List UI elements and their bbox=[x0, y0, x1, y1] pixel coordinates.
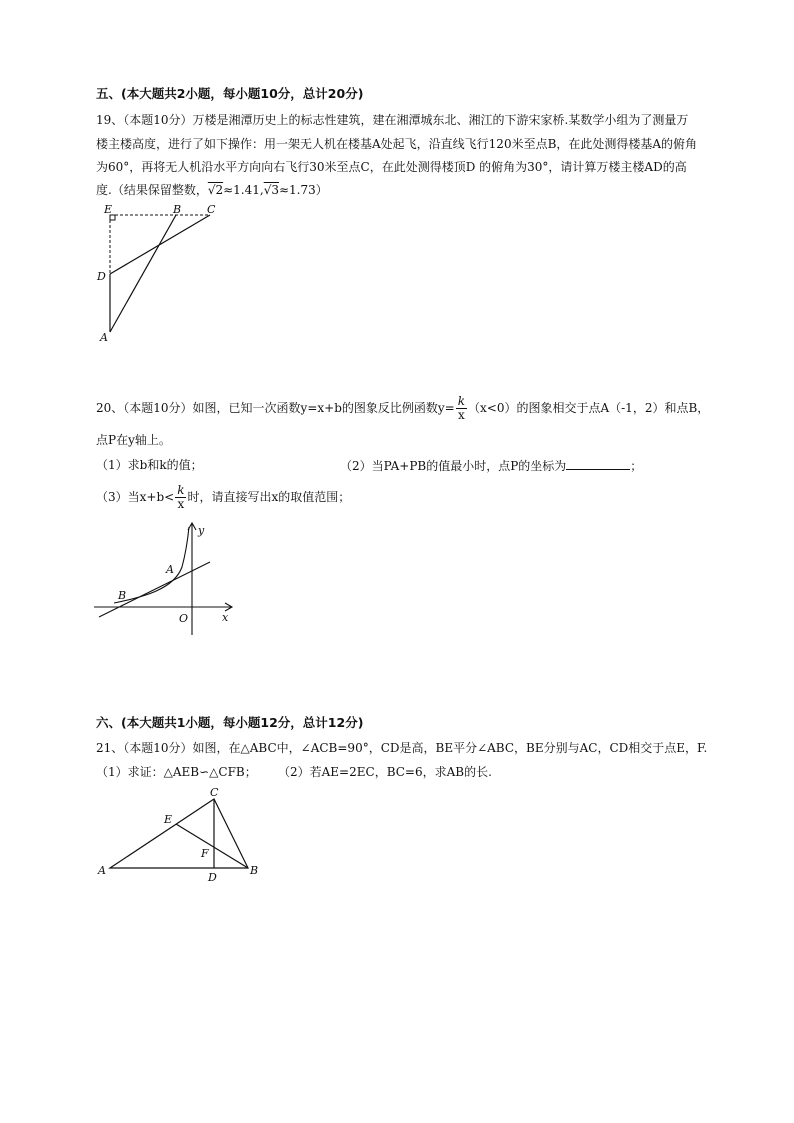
answer-blank[interactable] bbox=[566, 458, 630, 470]
section-5-heading: 五、(本大题共2小题，每小题10分，总计20分) bbox=[96, 86, 364, 101]
q20-part-1: （1）求b和k的值； bbox=[96, 458, 203, 472]
label-d: D bbox=[97, 270, 106, 283]
fraction-numerator-2: k bbox=[177, 483, 185, 497]
q21-line-1: 21、（本题10分）如图，在△ABC中，∠ACB=90°，CD是高，BE平分∠ABC，BE分别与AC，CD相交于点E，F. bbox=[96, 741, 708, 755]
label-e: E bbox=[104, 203, 113, 216]
fraction-k-over-x bbox=[456, 395, 467, 422]
label-f: F bbox=[201, 847, 209, 860]
q19-line-3: 为60°，再将无人机沿水平方向向右飞行30米至点C，在此处测得楼顶D 的俯角为30°，请计算万楼主楼AD的高 bbox=[96, 160, 687, 174]
q21-part-1: （1）求证：△AEB∽△CFB； bbox=[96, 765, 257, 779]
q20-line-1-pre: 20、（本题10分）如图，已知一次函数y=x+b的图象反比例函数y= bbox=[96, 401, 455, 415]
sqrt3: √3 bbox=[263, 183, 279, 197]
label-o: O bbox=[179, 612, 189, 625]
line-dc bbox=[110, 215, 210, 274]
q19-line-4-post: ≈1.73） bbox=[278, 183, 328, 197]
label-a: A bbox=[166, 563, 174, 576]
q19-line-1: 19、（本题10分）万楼是湘潭历史上的标志性建筑，建在湘潭城东北、湘江的下游宋家桥.某数学小组为了测量万 bbox=[96, 113, 689, 127]
label-b: B bbox=[250, 864, 259, 877]
q19-line-4-pre: 度.（结果保留整数， bbox=[96, 183, 208, 197]
label-a: A bbox=[98, 864, 106, 877]
q20-line-1 bbox=[96, 395, 709, 422]
q19-line-4-mid: ≈1.41, bbox=[223, 183, 264, 197]
q20-part-3-pre: （3）当x+b< bbox=[96, 490, 175, 504]
fraction-denominator: x bbox=[457, 408, 465, 422]
fraction-k-over-x-2 bbox=[175, 484, 186, 511]
label-x: x bbox=[222, 611, 229, 624]
q19-line-4 bbox=[96, 183, 328, 197]
line-ab bbox=[110, 215, 176, 332]
label-y: y bbox=[198, 524, 205, 537]
label-b: B bbox=[173, 203, 182, 216]
section-6-heading: 六、(本大题共1小题，每小题12分，总计12分) bbox=[96, 715, 364, 730]
q20-line-2: 点P在y轴上。 bbox=[96, 433, 171, 447]
label-d: D bbox=[208, 871, 217, 884]
q19-figure bbox=[94, 202, 224, 347]
label-b: B bbox=[118, 589, 127, 602]
sqrt2: √2 bbox=[207, 183, 224, 197]
q20-part-3 bbox=[96, 484, 350, 511]
q21-part-2: （2）若AE=2EC，BC=6，求AB的长. bbox=[278, 765, 492, 779]
triangle-abc bbox=[110, 799, 248, 868]
label-c: C bbox=[210, 786, 219, 799]
linear-function-line bbox=[99, 562, 210, 617]
label-c: C bbox=[207, 203, 216, 216]
fraction-numerator: k bbox=[457, 394, 465, 408]
q19-line-2: 楼主楼高度，进行了如下操作：用一架无人机在楼基A处起飞，沿直线飞行120米至点B，在此处测得楼基A的俯角 bbox=[96, 137, 698, 151]
label-a: A bbox=[100, 331, 108, 344]
q20-line-1-post: （x<0）的图象相交于点A（-1，2）和点B， bbox=[468, 401, 710, 415]
q20-part-2-text: （2）当PA+PB的值最小时，点P的坐标为 bbox=[340, 459, 567, 473]
q20-part-2 bbox=[340, 458, 642, 473]
q20-part-2-end: ； bbox=[630, 459, 643, 473]
q21-figure bbox=[94, 784, 269, 884]
q20-part-3-post: 时，请直接写出x的取值范围； bbox=[187, 490, 351, 504]
label-e: E bbox=[164, 813, 173, 826]
fraction-denominator-2: x bbox=[177, 497, 185, 511]
q20-figure bbox=[94, 517, 244, 637]
